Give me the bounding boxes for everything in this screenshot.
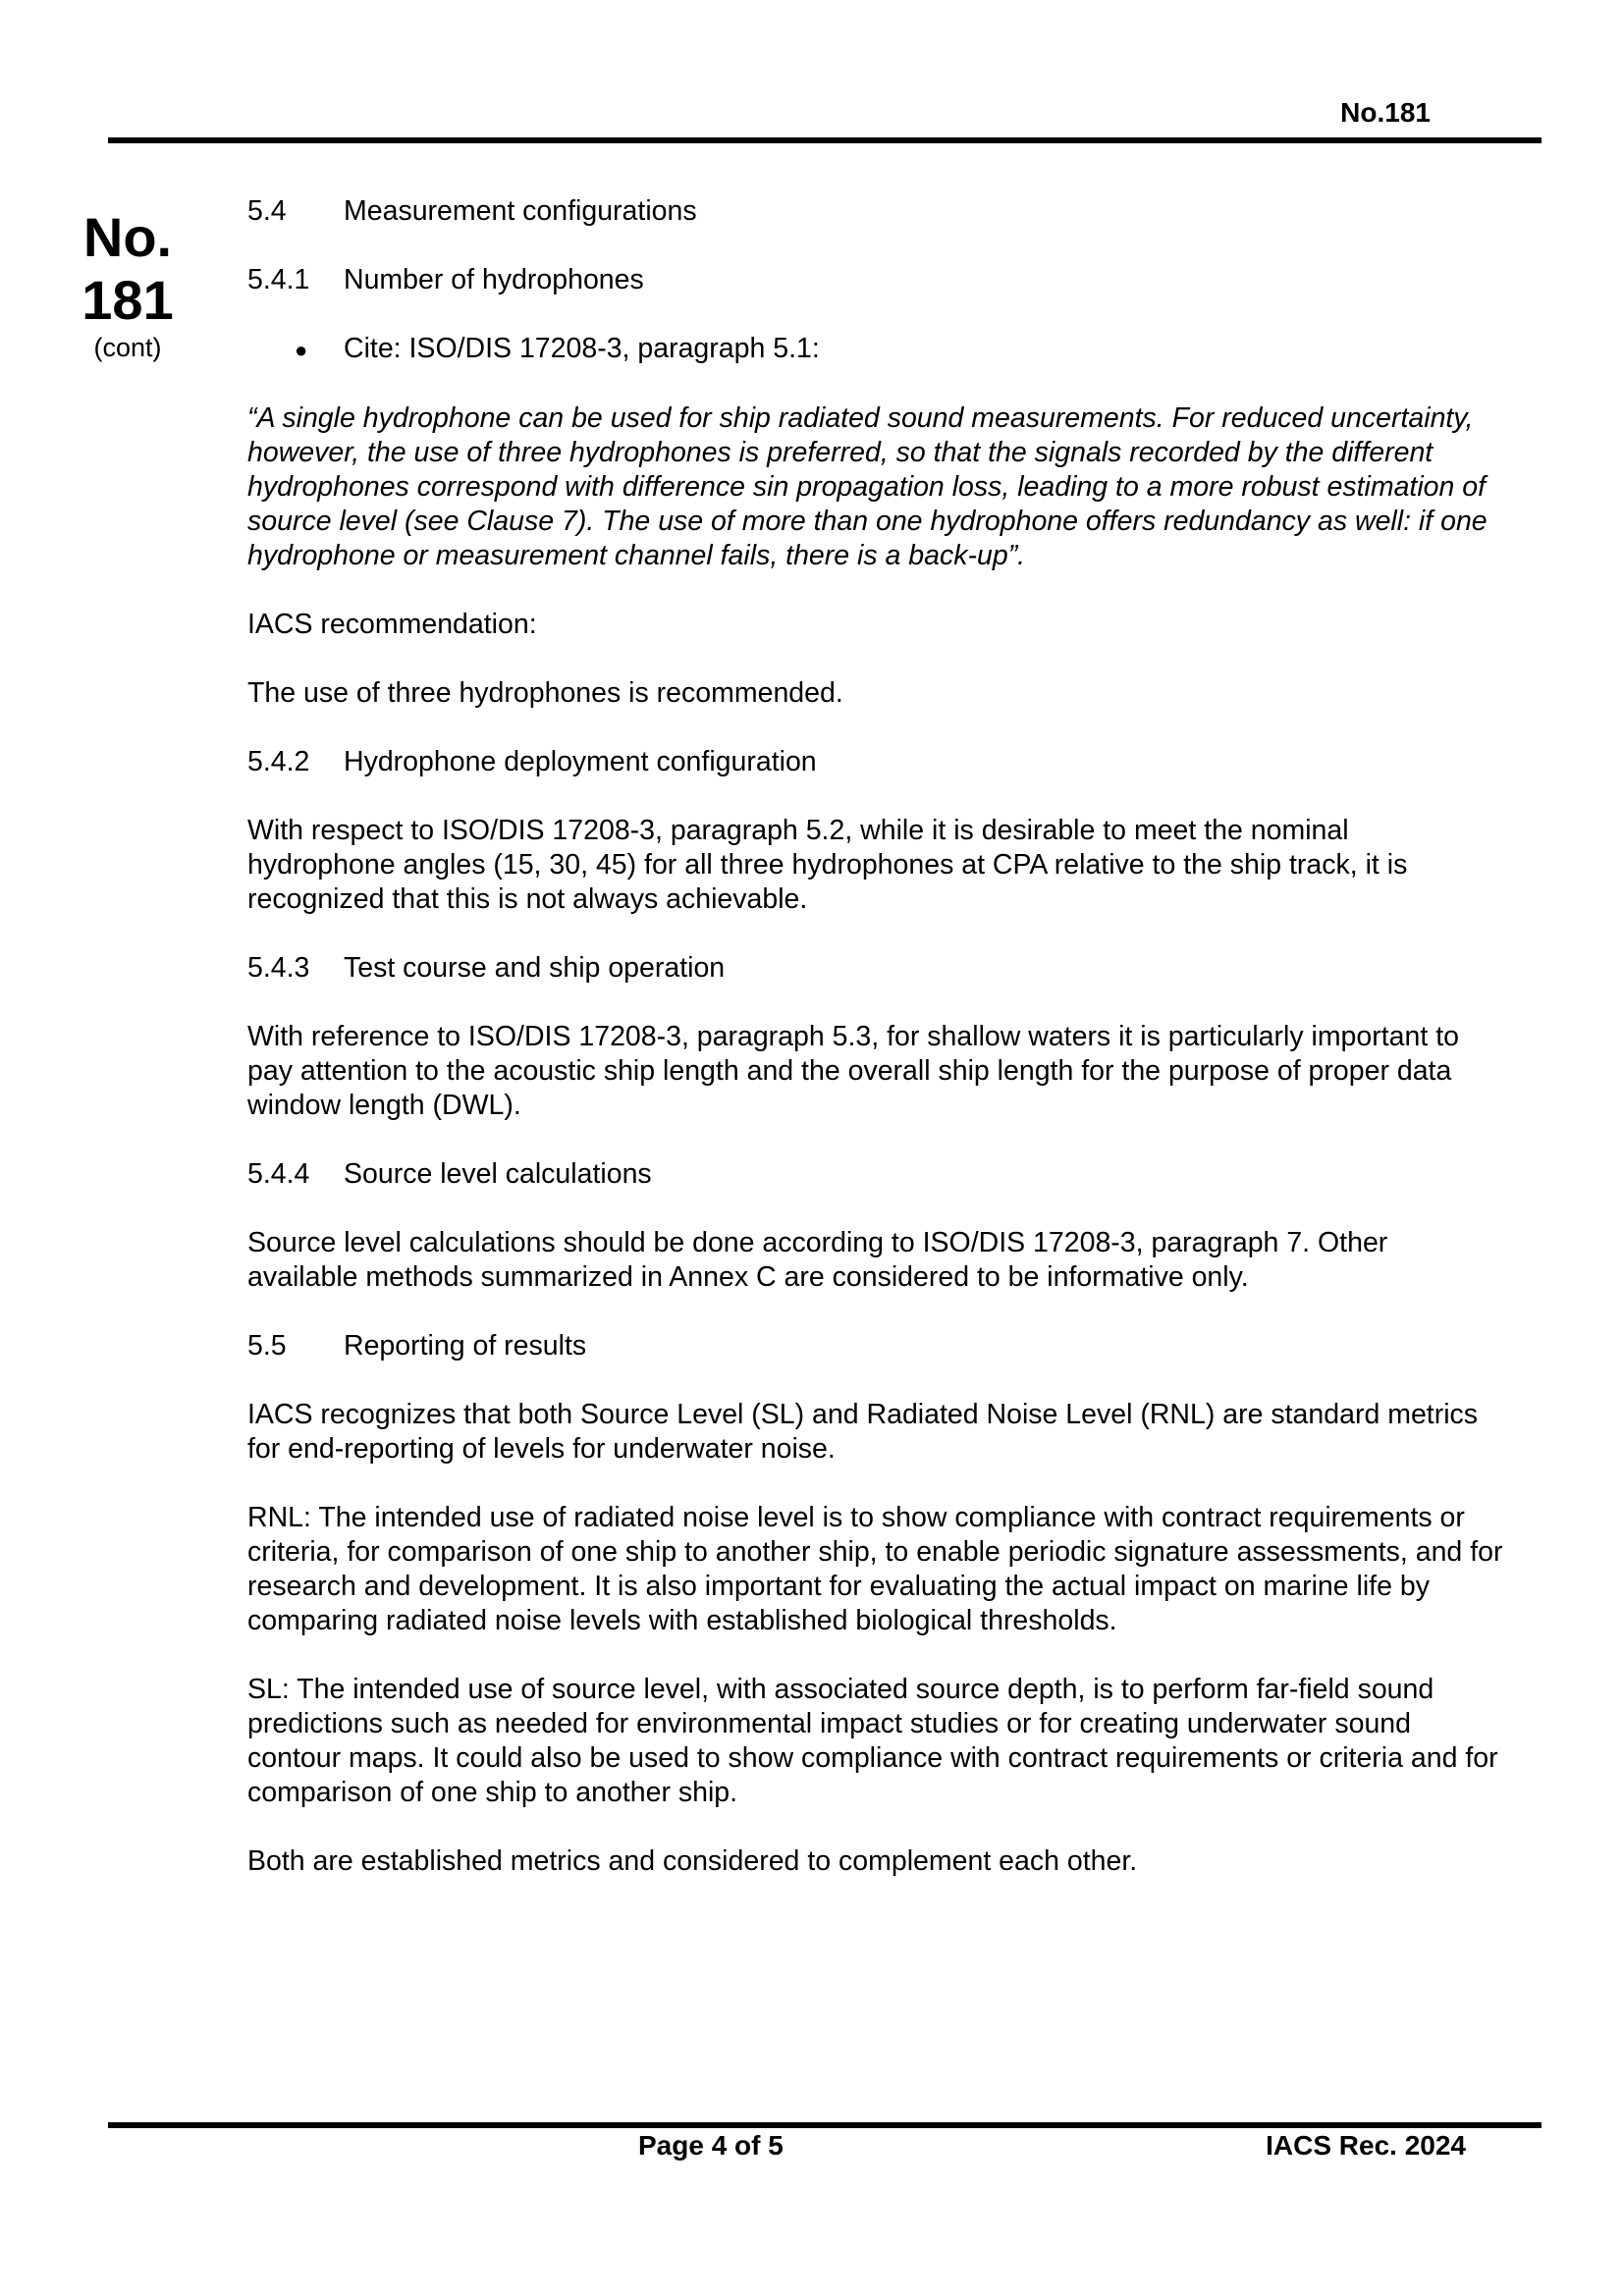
section-heading-5-4-1 [247, 263, 1504, 297]
section-5-4-4-paragraph: Source level calculations should be done according to ISO/DIS 17208-3, paragraph 7. Other available methods summarized in Annex C are considered to be informative only. [247, 1227, 1388, 1293]
section-number: 5.4.2 [247, 746, 310, 777]
section-number: 5.4.4 [247, 1158, 310, 1190]
footer-recommendation-label: IACS Rec. 2024 [1266, 2130, 1466, 2161]
section-5-5-paragraph-rnl: RNL: The intended use of radiated noise level is to show compliance with contract requirements or criteria, for comparison of one ship to another ship, to enable periodic signature assessments, and for research and development. It is also important for evaluating the actual impact on marine life by comparing radiated noise levels with established biological thresholds. [247, 1502, 1503, 1636]
section-title: Test course and ship operation [344, 952, 726, 984]
section-5-4-2-paragraph: With respect to ISO/DIS 17208-3, paragraph 5.2, while it is desirable to meet the nominal hydrophone angles (15, 30, 45) for all three hydrophones at CPA relative to the ship track, it is recognized that this is not always achievable. [247, 815, 1408, 915]
section-title: Reporting of results [344, 1330, 587, 1362]
section-heading-5-5 [247, 1329, 1504, 1363]
section-title: Measurement configurations [344, 195, 697, 227]
section-title: Hydrophone deployment configuration [344, 746, 817, 777]
document-number-header: No.181 [1340, 97, 1431, 128]
section-number: 5.4.3 [247, 952, 310, 984]
side-document-number [79, 206, 177, 363]
side-no-number: 181 [81, 269, 174, 331]
section-number: 5.4.1 [247, 264, 310, 295]
section-heading-5-4-4 [247, 1157, 1504, 1192]
section-5-5-paragraph-1: IACS recognizes that both Source Level (SL) and Radiated Noise Level (RNL) are standard metrics for end-reporting of levels for underwater noise. [247, 1399, 1479, 1465]
page-number: Page 4 of 5 [638, 2130, 784, 2161]
iacs-recommendation-label: IACS recommendation: [247, 609, 537, 640]
quoted-standard-text: “A single hydrophone can be used for ship radiated sound measurements. For reduced uncertainty, however, the use of three hydrophones is preferred, so that the signals recorded by the different hydrophones correspond with difference sin propagation loss, leading to a more robust estimation of source level (see Clause 7). The use of more than one hydrophone offers redundancy as well: if one hydrophone or measurement channel fails, there is a back-up”. [247, 402, 1488, 571]
section-heading-5-4-3 [247, 951, 1504, 986]
header-rule [108, 137, 1542, 143]
citation-bullet [247, 332, 1504, 367]
side-no-label: No. [82, 206, 173, 268]
section-heading-5-4 [247, 194, 1504, 229]
citation-text: Cite: ISO/DIS 17208-3, paragraph 5.1: [344, 333, 820, 364]
side-cont-label: (cont) [93, 333, 162, 362]
iacs-recommendation-text: The use of three hydrophones is recommended. [247, 677, 843, 709]
section-heading-5-4-2 [247, 745, 1504, 779]
section-title: Number of hydrophones [344, 264, 644, 295]
section-number: 5.5 [247, 1330, 287, 1362]
section-number: 5.4 [247, 195, 287, 227]
section-5-5-paragraph-conclusion: Both are established metrics and considered to complement each other. [247, 1845, 1138, 1877]
document-body [247, 194, 1504, 1913]
section-5-4-3-paragraph: With reference to ISO/DIS 17208-3, paragraph 5.3, for shallow waters it is particularly important to pay attention to the acoustic ship length and the overall ship length for the purpose of proper data window length (DWL). [247, 1021, 1459, 1121]
bullet-icon: ● [295, 338, 308, 362]
section-5-5-paragraph-sl: SL: The intended use of source level, with associated source depth, is to perform far-field sound predictions such as needed for environmental impact studies or for creating underwater sound contour maps. It could also be used to show compliance with contract requirements or criteria and for comparison of one ship to another ship. [247, 1674, 1498, 1808]
section-title: Source level calculations [344, 1158, 652, 1190]
